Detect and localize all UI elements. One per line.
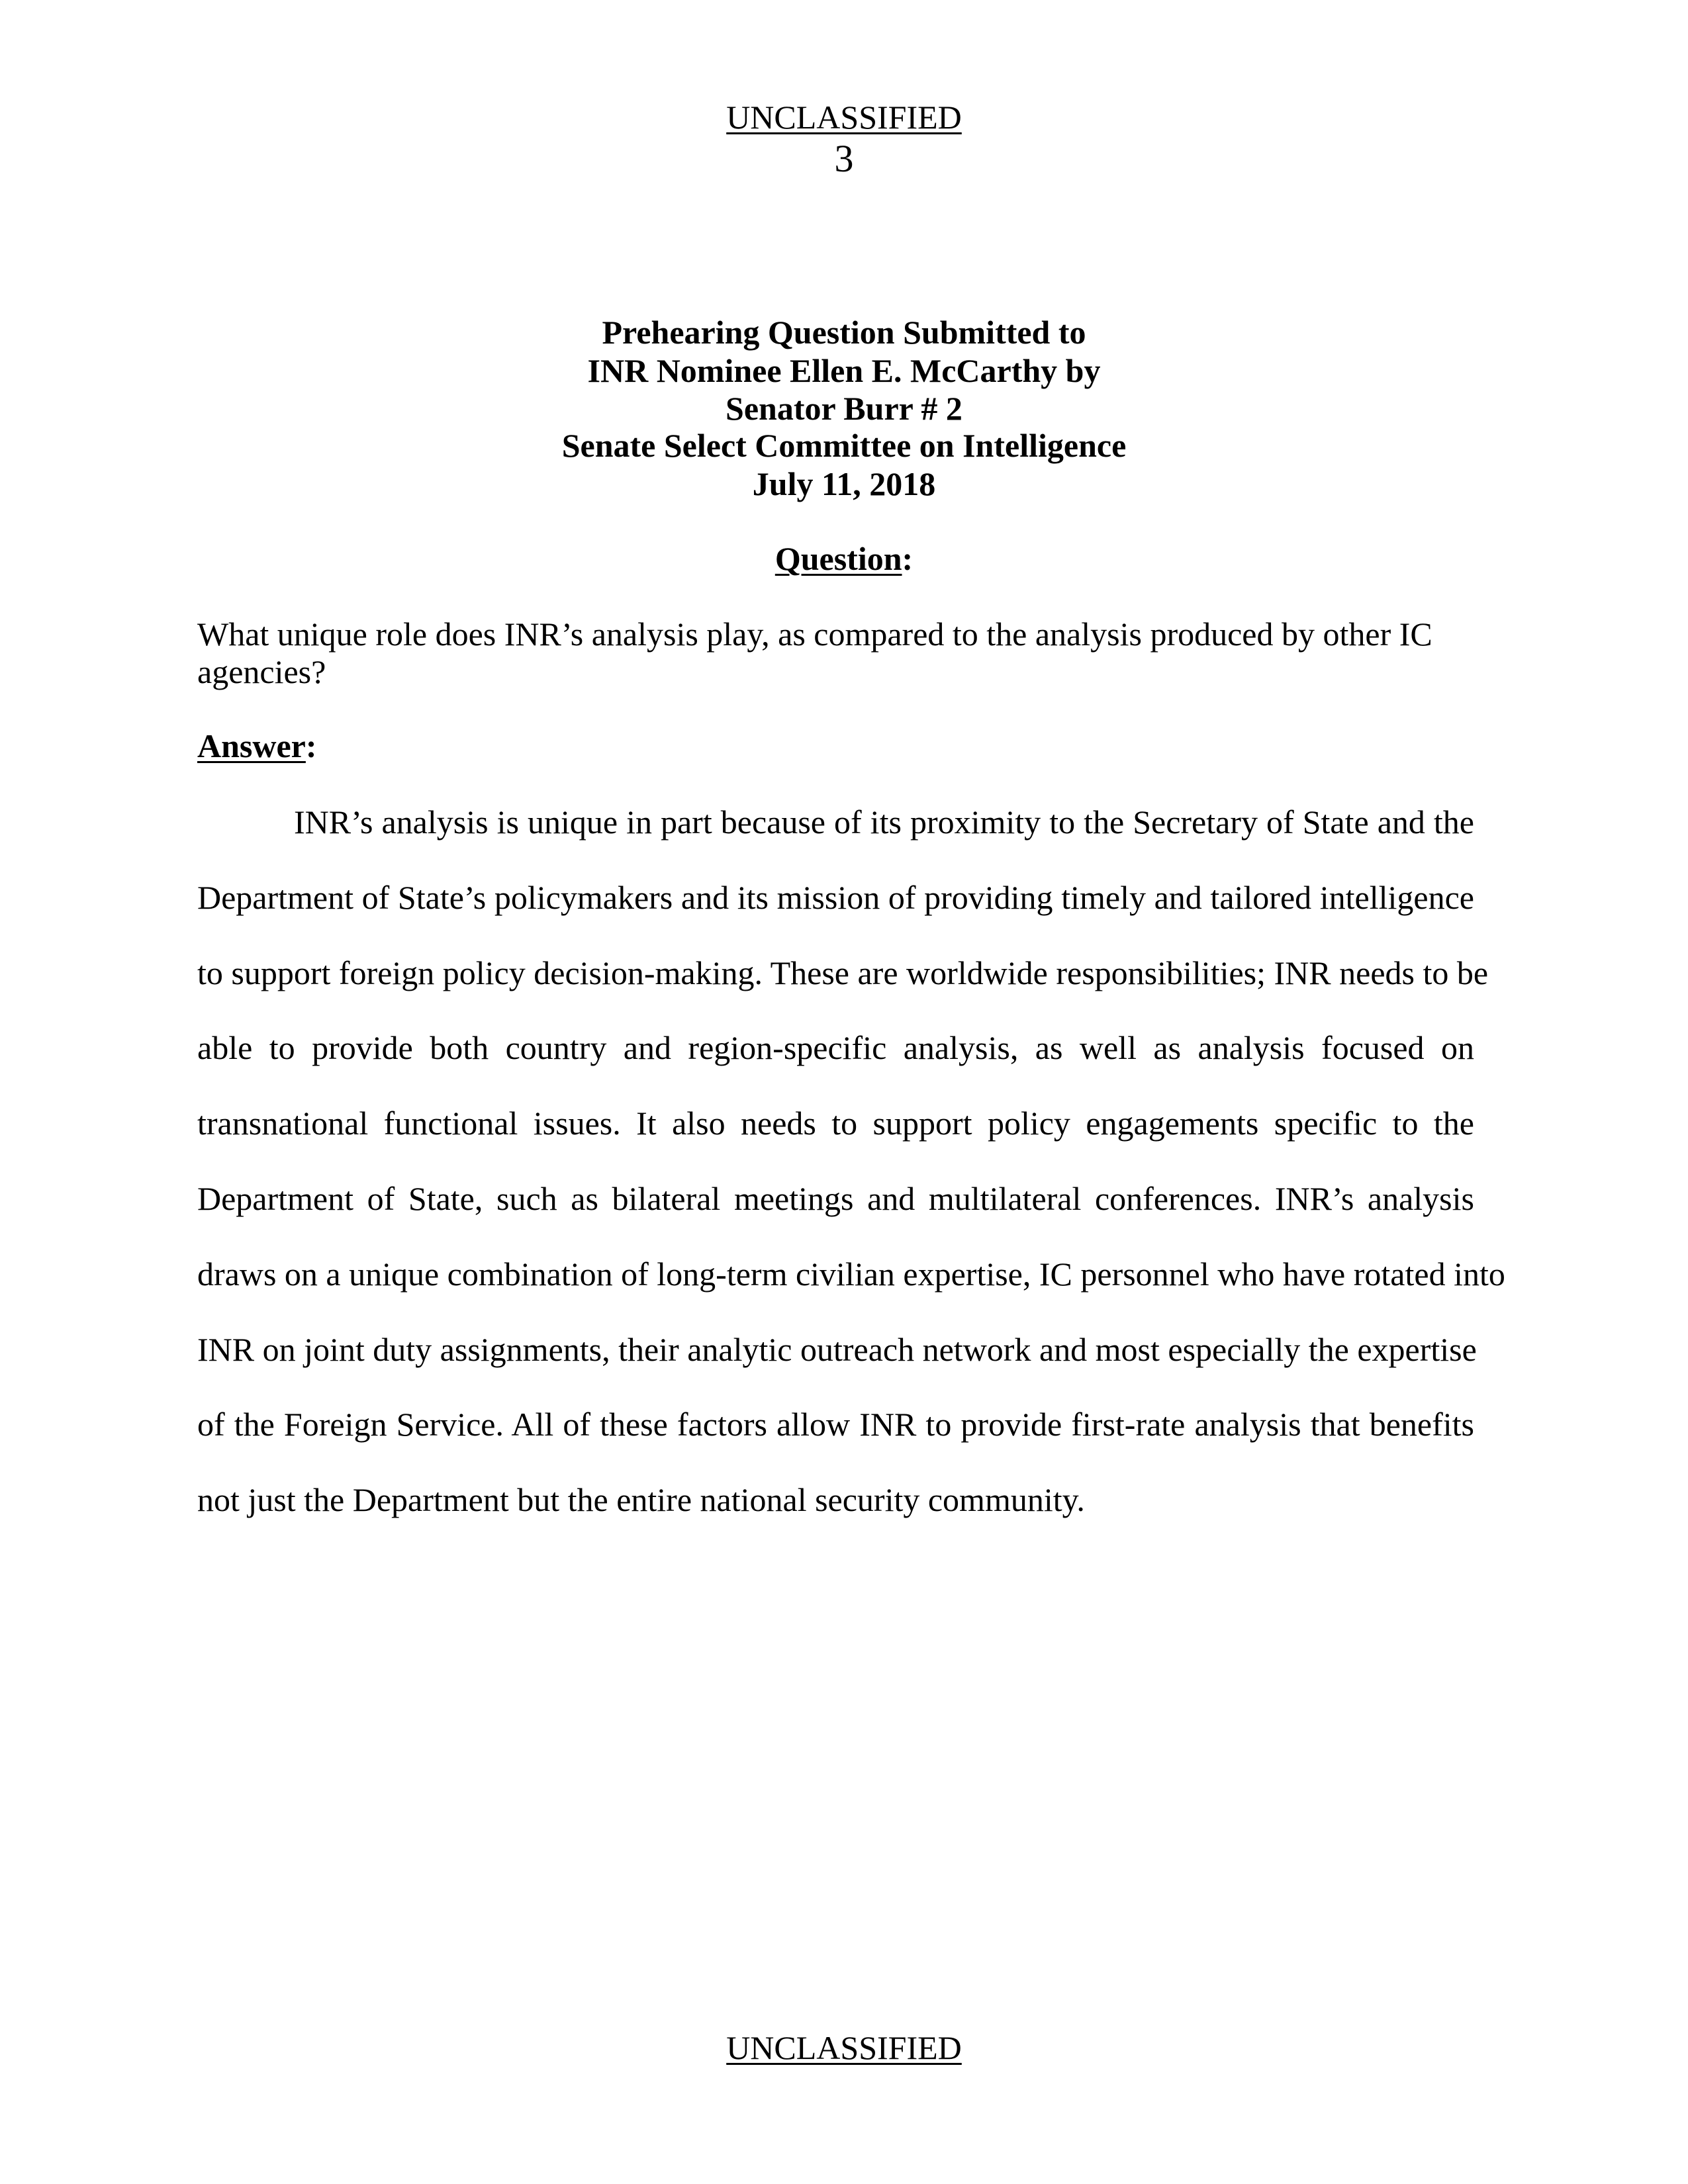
answer-line: to support foreign policy decision-making. These are worldwide responsibilities; INR needs to be <box>197 954 1489 991</box>
question-heading <box>0 539 1688 578</box>
title-line: Prehearing Question Submitted to <box>602 314 1086 351</box>
page-number: 3 <box>834 137 854 180</box>
question-text-line: What unique role does INR’s analysis play, as compared to the analysis produced by other IC <box>197 615 1432 653</box>
answer-label: Answer <box>197 727 306 764</box>
header-classification: UNCLASSIFIED <box>726 99 962 136</box>
answer-line: INR’s analysis is unique in part because of its proximity to the Secretary of State and the <box>294 803 1474 841</box>
answer-line: of the Foreign Service. All of these factors allow INR to provide first-rate analysis that benefits <box>197 1406 1474 1443</box>
title-line: Senate Select Committee on Intelligence <box>561 427 1127 464</box>
answer-line: Department of State’s policymakers and its mission of providing timely and tailored intelligence <box>197 879 1474 916</box>
title-line: July 11, 2018 <box>752 465 936 502</box>
answer-line: draws on a unique combination of long-term civilian expertise, IC personnel who have rotated into <box>197 1255 1505 1293</box>
title-line: Senator Burr # 2 <box>726 390 962 427</box>
footer-classification: UNCLASSIFIED <box>726 2029 962 2066</box>
title-line: INR Nominee Ellen E. McCarthy by <box>587 352 1101 389</box>
answer-line: INR on joint duty assignments, their analytic outreach network and most especially the expertise <box>197 1331 1477 1368</box>
answer-line: Department of State, such as bilateral meetings and multilateral conferences. INR’s analysis <box>197 1180 1474 1217</box>
question-text-line: agencies? <box>197 653 326 690</box>
question-colon: : <box>902 540 914 577</box>
answer-line: able to provide both country and region-specific analysis, as well as analysis focused on <box>197 1029 1474 1066</box>
question-label: Question <box>774 540 902 577</box>
answer-colon: : <box>305 727 317 764</box>
answer-heading <box>197 727 317 765</box>
answer-line: not just the Department but the entire national security community. <box>197 1481 1085 1518</box>
answer-line: transnational functional issues. It also needs to support policy engagements specific to the <box>197 1105 1474 1142</box>
